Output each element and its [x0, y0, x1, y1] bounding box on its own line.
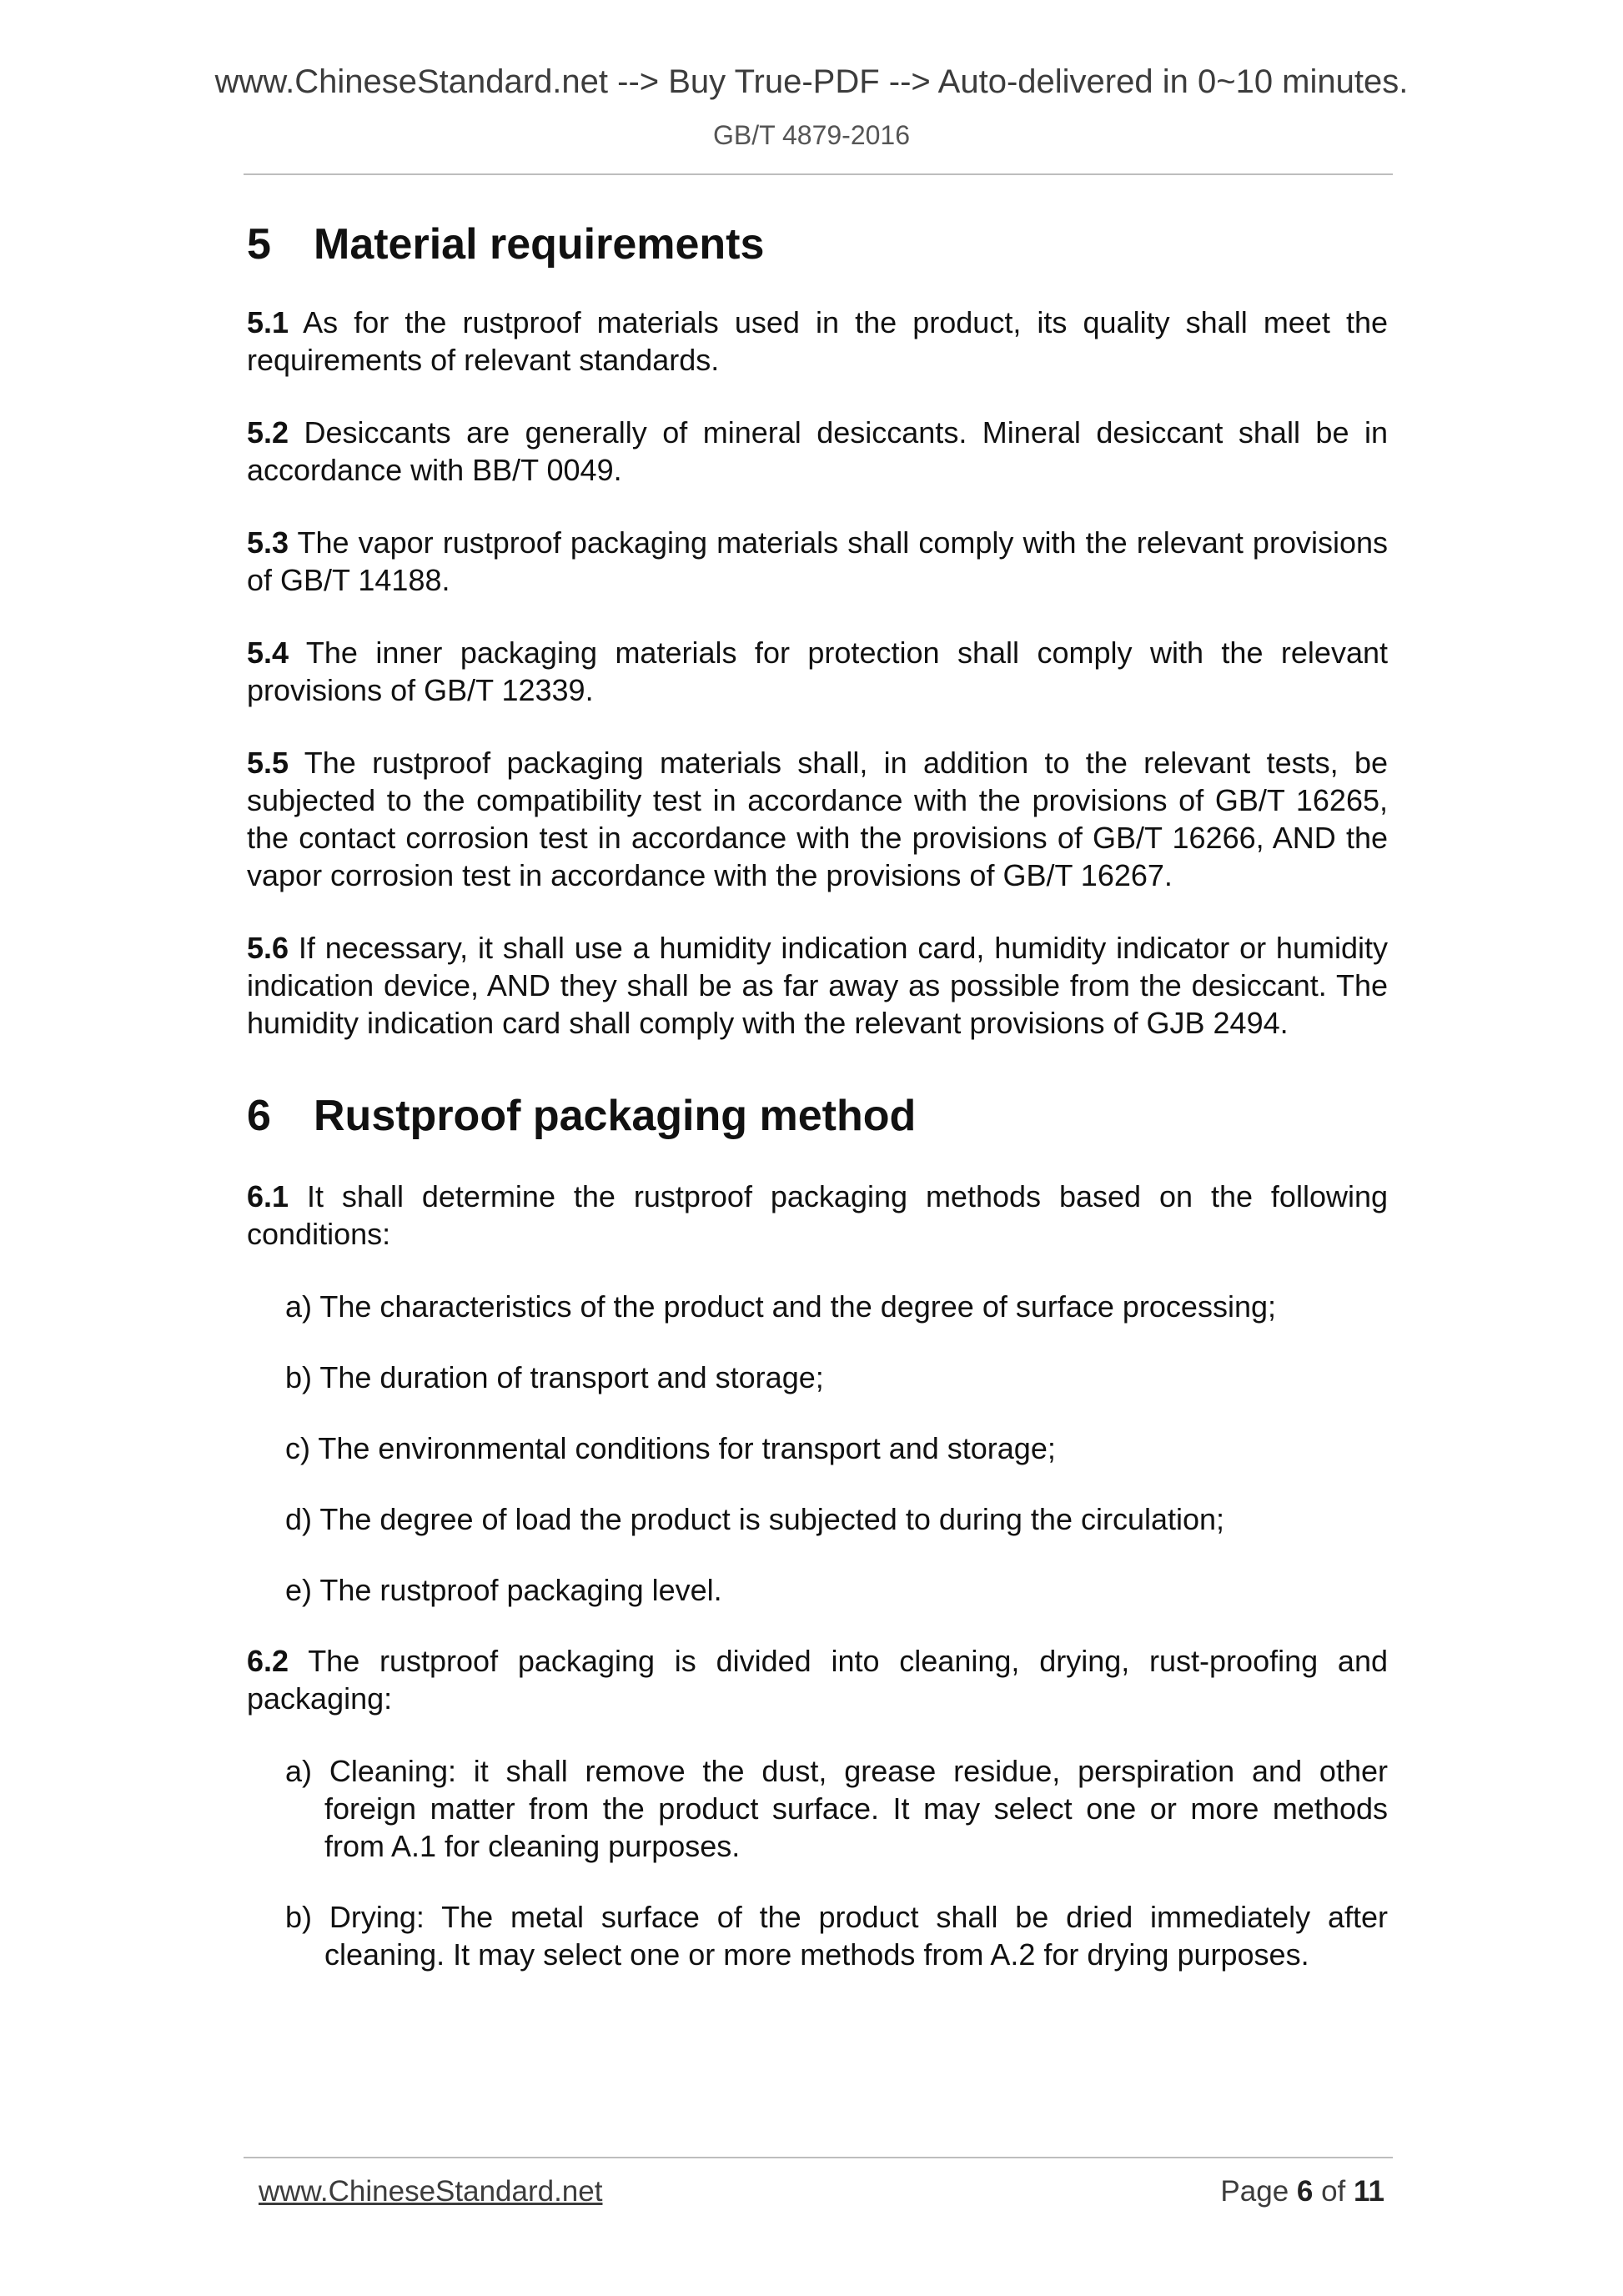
clause-text: The rustproof packaging is divided into cleaning, drying, rust-proofing and packaging: — [247, 1643, 1388, 1716]
list-item: d) The degree of load the product is subjected to during the circulation; — [285, 1501, 1225, 1536]
clause-number: 6.2 — [247, 1643, 289, 1678]
clause-5-6 — [247, 929, 1388, 1042]
page-current: 6 — [1296, 2175, 1314, 2208]
clause-number: 5.1 — [247, 305, 289, 340]
list-item: a) Cleaning: it shall remove the dust, grease residue, perspiration and other foreign matter from the product surface. It may select one or more methods from A.1 for cleaning purposes. — [285, 1753, 1388, 1863]
clause-number: 6.1 — [247, 1178, 289, 1213]
list-item: b) The duration of transport and storage; — [285, 1359, 824, 1394]
list-item: c) The environmental conditions for transport and storage; — [285, 1430, 1056, 1465]
standard-code: GB/T 4879-2016 — [712, 120, 910, 150]
clause-5-2 — [247, 414, 1388, 489]
page-total: 11 — [1354, 2175, 1384, 2208]
clause-number: 5.2 — [247, 415, 289, 450]
clause-5-1 — [247, 304, 1388, 379]
list-item: a) The characteristics of the product and the degree of surface processing; — [285, 1289, 1276, 1324]
footer-website-link[interactable]: www.ChineseStandard.net — [259, 2175, 603, 2208]
clause-text: The vapor rustproof packaging materials shall comply with the relevant provisions of GB/T 14188. — [247, 525, 1388, 598]
section-6-title: Rustproof packaging method — [314, 1092, 917, 1141]
page-label: Page — [1220, 2175, 1297, 2208]
clause-text: If necessary, it shall use a humidity indication card, humidity indicator or humidity indication device, AND they shall be as far away as possible from the desiccant. The humidity indication card shall comply with the relevant provisions of GJB 2494. — [247, 931, 1388, 1041]
page-content — [247, 219, 1388, 2007]
clause-number: 5.5 — [247, 746, 289, 781]
section-6-heading — [247, 1090, 1388, 1142]
clause-6-2 — [247, 1642, 1388, 1717]
clause-5-3 — [247, 524, 1388, 599]
clause-text: Desiccants are generally of mineral desiccants. Mineral desiccant shall be in accordance with BB/T 0049. — [247, 415, 1388, 488]
section-5-title: Material requirements — [314, 220, 765, 269]
clause-number: 5.6 — [247, 931, 289, 966]
clause-number: 5.3 — [247, 525, 289, 560]
clause-5-5 — [247, 744, 1388, 894]
clause-text: It shall determine the rustproof packaging methods based on the following conditions: — [247, 1178, 1388, 1251]
header-divider — [244, 173, 1393, 175]
clause-6-1 — [247, 1178, 1388, 1253]
list-item: e) The rustproof packaging level. — [285, 1572, 722, 1607]
page-number — [1220, 2177, 1384, 2206]
clause-text: The inner packaging materials for protection shall comply with the relevant provisions of GB/T 12339. — [247, 636, 1388, 708]
clause-5-4 — [247, 634, 1388, 709]
clause-text: The rustproof packaging materials shall, in addition to the relevant tests, be subjected to the compatibility test in accordance with the provisions of GB/T 16265, the contact corrosion test in accordance with the provisions of GB/T 16266, AND the vapor corrosion test in accordance with the provisions of GB/T 16267. — [247, 746, 1388, 893]
section-5-heading — [247, 219, 1388, 270]
section-6-number: 6 — [247, 1092, 271, 1141]
section-5-number: 5 — [247, 220, 271, 269]
clause-number: 5.4 — [247, 636, 289, 671]
header-banner: www.ChineseStandard.net --> Buy True-PDF --> Auto-delivered in 0~10 minutes. — [214, 63, 1409, 100]
page-of-label: of — [1313, 2175, 1354, 2208]
footer-divider — [244, 2157, 1393, 2158]
list-item: b) Drying: The metal surface of the product shall be dried immediately after cleaning. It may select one or more methods from A.2 for drying purposes. — [285, 1899, 1388, 1972]
clause-text: As for the rustproof materials used in the product, its quality shall meet the requirements of relevant standards. — [247, 305, 1388, 378]
